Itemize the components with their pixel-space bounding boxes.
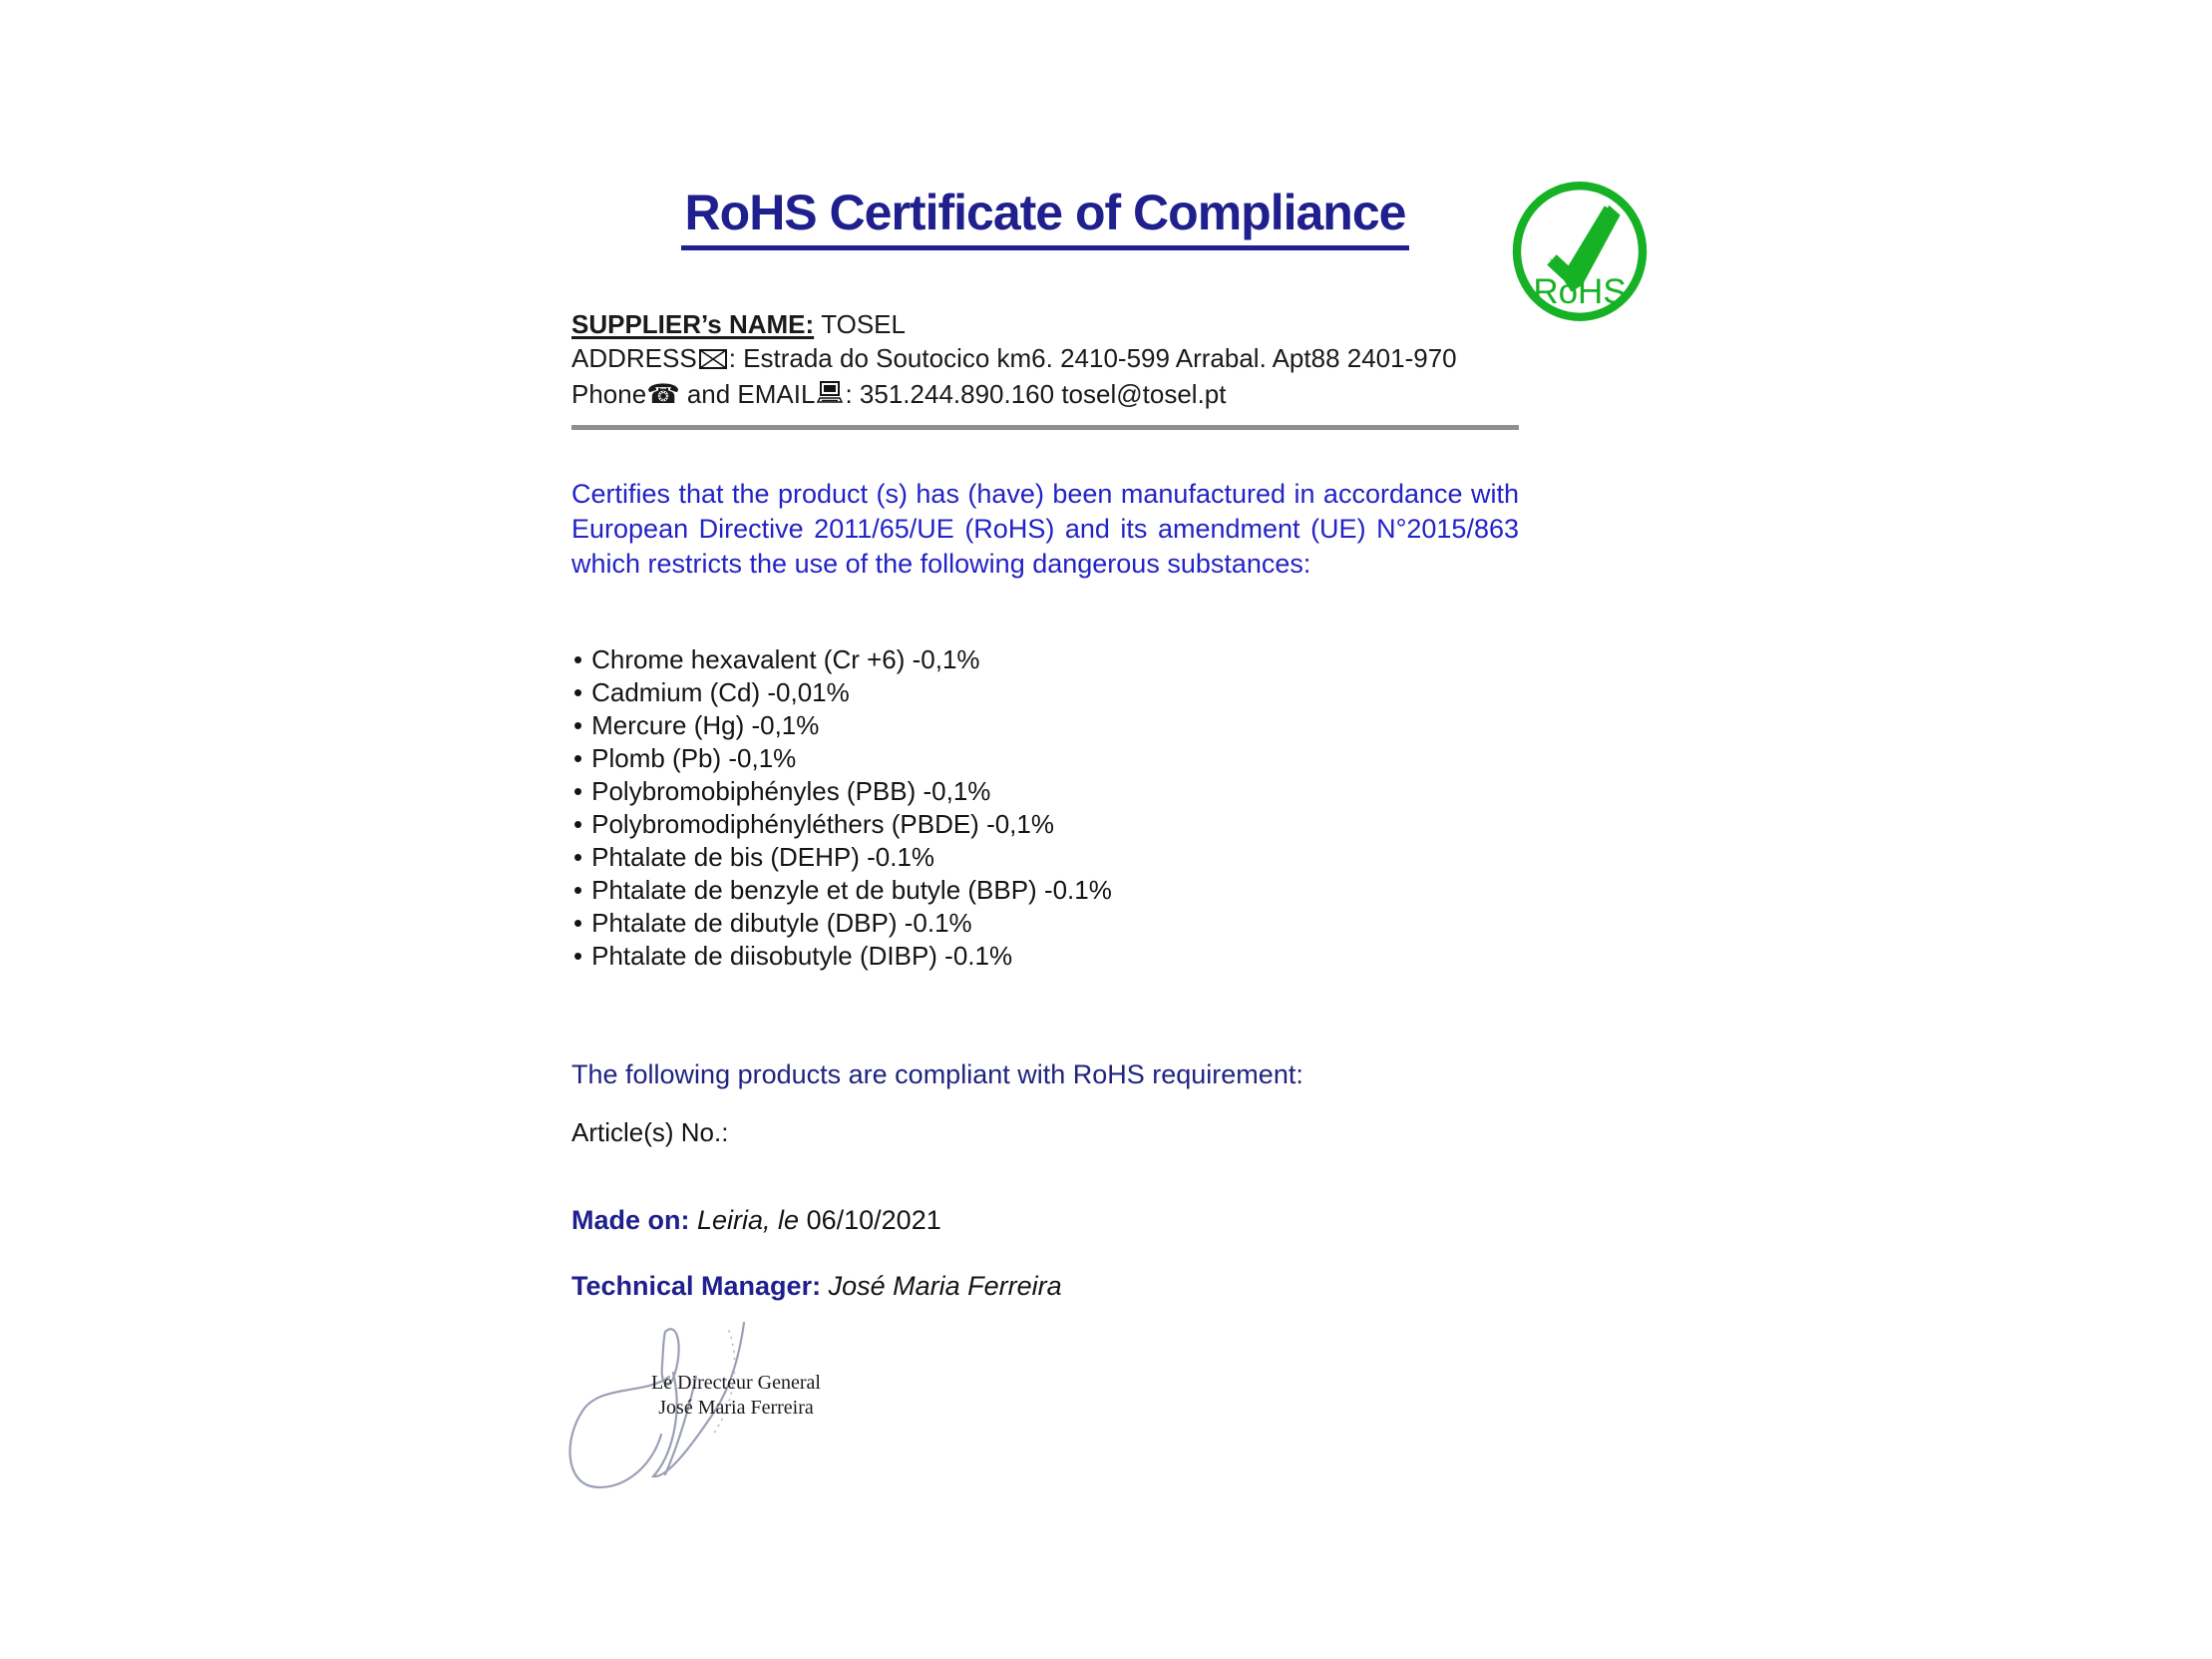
certification-paragraph: Certifies that the product (s) has (have) been manufactured in accordance with European Directive 2011/65/UE (RoHS) and its amendment (UE) N°2015/863 which restricts the use of the following dangerous substances: bbox=[571, 479, 1519, 579]
technical-manager-name: José Maria Ferreira bbox=[828, 1271, 1062, 1301]
supplier-block bbox=[571, 307, 1569, 413]
signature-text bbox=[611, 1371, 861, 1421]
substance-item: • Polybromobiphényles (PBB) -0,1% bbox=[571, 775, 1519, 808]
articles-label: Article(s) No.: bbox=[571, 1117, 729, 1147]
signature-line1: Le Directeur General bbox=[651, 1372, 821, 1394]
made-on-place: Leiria, le bbox=[697, 1205, 800, 1235]
divider-rule bbox=[571, 425, 1519, 430]
checkmark-circle-icon bbox=[1510, 182, 1650, 321]
made-on-label: Made on: bbox=[571, 1205, 690, 1235]
and-email-label: and EMAIL bbox=[686, 379, 816, 409]
compliance-statement: The following products are compliant with RoHS requirement: bbox=[571, 1059, 1303, 1089]
telephone-icon: ☎ bbox=[646, 379, 680, 410]
technical-manager-line bbox=[571, 1271, 1519, 1302]
substance-item: • Polybromodiphényléthers (PBDE) -0,1% bbox=[571, 808, 1519, 841]
title-container bbox=[571, 186, 1519, 250]
address-label: ADDRESS bbox=[571, 343, 697, 373]
substance-item: • Mercure (Hg) -0,1% bbox=[571, 709, 1519, 742]
supplier-contact-line bbox=[571, 377, 1569, 413]
made-on-date: 06/10/2021 bbox=[806, 1205, 941, 1235]
substance-item: • Phtalate de diisobutyle (DIBP) -0.1% bbox=[571, 940, 1519, 973]
substances-list bbox=[571, 643, 1519, 973]
substance-item: • Phtalate de bis (DEHP) -0.1% bbox=[571, 841, 1519, 874]
substance-item: • Phtalate de dibutyle (DBP) -0.1% bbox=[571, 907, 1519, 940]
supplier-name-label: SUPPLIER’s NAME: bbox=[571, 309, 815, 339]
supplier-name-line bbox=[571, 307, 1569, 341]
rohs-logo-label: RoHS bbox=[1533, 271, 1627, 311]
address-value: : Estrada do Soutocico km6. 2410-599 Arrabal. Apt88 2401-970 bbox=[728, 343, 1457, 373]
technical-manager-label: Technical Manager: bbox=[571, 1271, 822, 1301]
phone-label: Phone bbox=[571, 379, 647, 409]
envelope-icon bbox=[699, 343, 727, 377]
signature-line2: José Maria Ferreira bbox=[658, 1397, 814, 1419]
page-title: RoHS Certificate of Compliance bbox=[681, 186, 1410, 250]
substance-item: • Chrome hexavalent (Cr +6) -0,1% bbox=[571, 643, 1519, 676]
supplier-name-value: TOSEL bbox=[821, 309, 906, 339]
computer-icon bbox=[817, 379, 843, 413]
supplier-address-line bbox=[571, 341, 1569, 377]
substance-item: • Cadmium (Cd) -0,01% bbox=[571, 676, 1519, 709]
signature-scribble bbox=[553, 1307, 972, 1546]
rohs-logo bbox=[1510, 182, 1650, 321]
substance-item: • Plomb (Pb) -0,1% bbox=[571, 742, 1519, 775]
made-on-line bbox=[571, 1205, 1519, 1236]
signature-block bbox=[553, 1307, 972, 1546]
contact-value: : 351.244.890.160 tosel@tosel.pt bbox=[845, 379, 1227, 409]
substance-item: • Phtalate de benzyle et de butyle (BBP) -0.1% bbox=[571, 874, 1519, 907]
